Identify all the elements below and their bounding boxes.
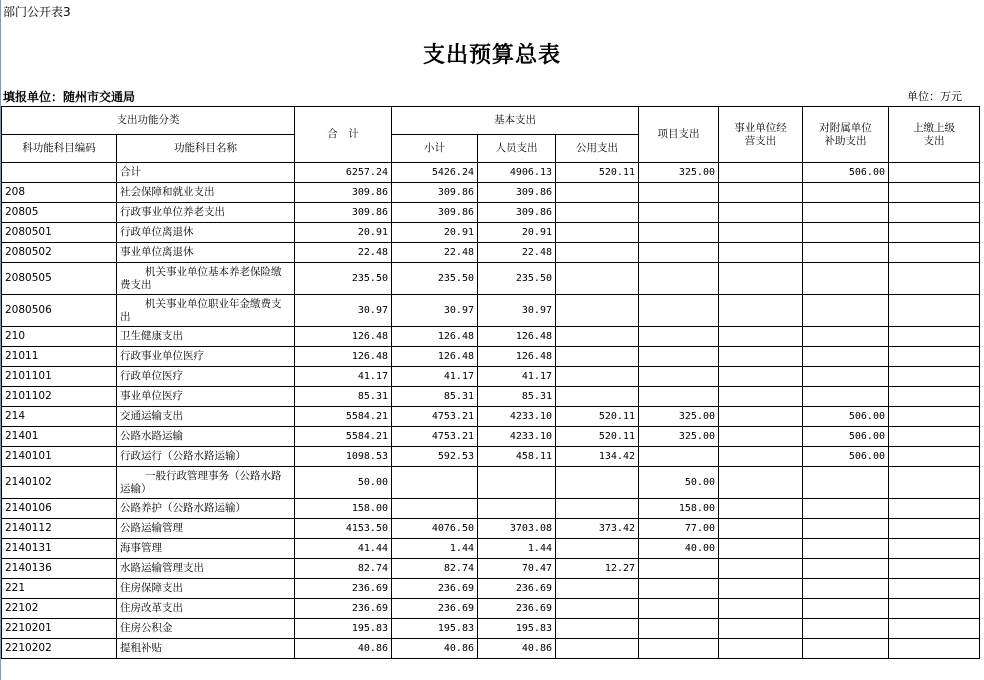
header-project: 项目支出 — [639, 107, 719, 163]
header-func-class: 支出功能分类 — [2, 107, 295, 135]
cell-subsidy — [803, 295, 889, 327]
cell-project — [639, 327, 719, 347]
table-row — [2, 559, 980, 579]
cell-personnel: 236.69 — [478, 599, 556, 619]
cell-upper — [889, 367, 980, 387]
cell-public: 520.11 — [556, 427, 639, 447]
cell-public — [556, 619, 639, 639]
cell-public — [556, 243, 639, 263]
cell-biz-op — [719, 223, 803, 243]
cell-biz-op — [719, 367, 803, 387]
cell-personnel: 309.86 — [478, 183, 556, 203]
cell-name: 公路养护（公路水路运输） — [117, 499, 295, 519]
cell-subsidy — [803, 223, 889, 243]
cell-biz-op — [719, 263, 803, 295]
header-public: 公用支出 — [556, 135, 639, 163]
table-row — [2, 387, 980, 407]
cell-name: 住房公积金 — [117, 619, 295, 639]
cell-code: 22102 — [2, 599, 117, 619]
cell-name: 行政单位医疗 — [117, 367, 295, 387]
cell-code: 2080506 — [2, 295, 117, 327]
table-row — [2, 599, 980, 619]
cell-total: 5584.21 — [295, 427, 392, 447]
table-row — [2, 295, 980, 327]
cell-subtotal: 4753.21 — [392, 427, 478, 447]
cell-code: 2140101 — [2, 447, 117, 467]
cell-project — [639, 559, 719, 579]
cell-total: 126.48 — [295, 347, 392, 367]
table-row — [2, 347, 980, 367]
header-personnel: 人员支出 — [478, 135, 556, 163]
cell-upper — [889, 327, 980, 347]
cell-project — [639, 619, 719, 639]
cell-personnel: 3703.08 — [478, 519, 556, 539]
cell-biz-op — [719, 559, 803, 579]
table-row — [2, 539, 980, 559]
cell-subsidy — [803, 599, 889, 619]
cell-code: 2080501 — [2, 223, 117, 243]
cell-subtotal: 592.53 — [392, 447, 478, 467]
cell-personnel: 40.86 — [478, 639, 556, 659]
cell-project — [639, 295, 719, 327]
cell-code: 2140131 — [2, 539, 117, 559]
cell-personnel: 85.31 — [478, 387, 556, 407]
cell-upper — [889, 263, 980, 295]
cell-total: 235.50 — [295, 263, 392, 295]
cell-project — [639, 263, 719, 295]
cell-upper — [889, 203, 980, 223]
cell-personnel: 41.17 — [478, 367, 556, 387]
cell-name: 一般行政管理事务（公路水路运输） — [117, 467, 295, 499]
cell-public — [556, 203, 639, 223]
cell-biz-op — [719, 619, 803, 639]
cell-total: 40.86 — [295, 639, 392, 659]
cell-upper — [889, 499, 980, 519]
cell-project — [639, 367, 719, 387]
cell-name: 行政事业单位养老支出 — [117, 203, 295, 223]
table-row — [2, 203, 980, 223]
cell-project: 40.00 — [639, 539, 719, 559]
cell-personnel: 235.50 — [478, 263, 556, 295]
cell-project — [639, 579, 719, 599]
cell-biz-op — [719, 579, 803, 599]
table-row — [2, 223, 980, 243]
cell-total: 236.69 — [295, 579, 392, 599]
cell-subtotal: 309.86 — [392, 203, 478, 223]
cell-public — [556, 347, 639, 367]
cell-subsidy: 506.00 — [803, 407, 889, 427]
header-subtotal: 小计 — [392, 135, 478, 163]
cell-biz-op — [719, 203, 803, 223]
cell-personnel — [478, 467, 556, 499]
cell-subsidy — [803, 263, 889, 295]
cell-name: 行政运行（公路水路运输） — [117, 447, 295, 467]
cell-subtotal: 126.48 — [392, 327, 478, 347]
cell-subtotal — [392, 499, 478, 519]
cell-subsidy — [803, 559, 889, 579]
cell-public — [556, 223, 639, 243]
cell-name: 行政单位离退休 — [117, 223, 295, 243]
cell-code: 2140136 — [2, 559, 117, 579]
cell-subtotal: 4753.21 — [392, 407, 478, 427]
cell-project — [639, 243, 719, 263]
cell-subsidy — [803, 203, 889, 223]
cell-upper — [889, 599, 980, 619]
cell-upper — [889, 539, 980, 559]
cell-code: 2210202 — [2, 639, 117, 659]
cell-personnel: 458.11 — [478, 447, 556, 467]
cell-total: 309.86 — [295, 183, 392, 203]
cell-biz-op — [719, 327, 803, 347]
cell-personnel: 4233.10 — [478, 407, 556, 427]
cell-subtotal: 195.83 — [392, 619, 478, 639]
cell-subsidy — [803, 467, 889, 499]
cell-code: 210 — [2, 327, 117, 347]
cell-subsidy — [803, 499, 889, 519]
cell-project: 325.00 — [639, 163, 719, 183]
header-upper: 上缴上级支出 — [889, 107, 980, 163]
cell-upper — [889, 387, 980, 407]
cell-public: 520.11 — [556, 407, 639, 427]
cell-code: 2101102 — [2, 387, 117, 407]
cell-public — [556, 599, 639, 619]
cell-personnel: 22.48 — [478, 243, 556, 263]
cell-subtotal: 4076.50 — [392, 519, 478, 539]
cell-subtotal: 85.31 — [392, 387, 478, 407]
header-basic: 基本支出 — [392, 107, 639, 135]
cell-upper — [889, 467, 980, 499]
cell-biz-op — [719, 467, 803, 499]
cell-subtotal: 82.74 — [392, 559, 478, 579]
table-row — [2, 243, 980, 263]
cell-name: 合计 — [117, 163, 295, 183]
cell-personnel: 126.48 — [478, 347, 556, 367]
cell-name: 水路运输管理支出 — [117, 559, 295, 579]
cell-subtotal: 235.50 — [392, 263, 478, 295]
header-total: 合 计 — [295, 107, 392, 163]
cell-upper — [889, 447, 980, 467]
cell-total: 158.00 — [295, 499, 392, 519]
cell-personnel: 4906.13 — [478, 163, 556, 183]
cell-project: 325.00 — [639, 407, 719, 427]
cell-name: 海事管理 — [117, 539, 295, 559]
cell-code: 20805 — [2, 203, 117, 223]
cell-upper — [889, 559, 980, 579]
cell-subtotal: 236.69 — [392, 579, 478, 599]
cell-biz-op — [719, 183, 803, 203]
cell-personnel: 4233.10 — [478, 427, 556, 447]
cell-total: 82.74 — [295, 559, 392, 579]
cell-biz-op — [719, 243, 803, 263]
cell-personnel: 309.86 — [478, 203, 556, 223]
cell-subtotal: 22.48 — [392, 243, 478, 263]
cell-upper — [889, 639, 980, 659]
table-row — [2, 407, 980, 427]
cell-subsidy — [803, 519, 889, 539]
cell-biz-op — [719, 447, 803, 467]
cell-upper — [889, 223, 980, 243]
cell-subsidy — [803, 539, 889, 559]
cell-total: 50.00 — [295, 467, 392, 499]
cell-project: 77.00 — [639, 519, 719, 539]
cell-total: 5584.21 — [295, 407, 392, 427]
table-row — [2, 639, 980, 659]
cell-public: 12.27 — [556, 559, 639, 579]
cell-public — [556, 367, 639, 387]
cell-project — [639, 203, 719, 223]
cell-subtotal: 1.44 — [392, 539, 478, 559]
cell-upper — [889, 243, 980, 263]
cell-total: 30.97 — [295, 295, 392, 327]
cell-code: 2080502 — [2, 243, 117, 263]
cell-biz-op — [719, 347, 803, 367]
cell-code — [2, 163, 117, 183]
cell-project: 158.00 — [639, 499, 719, 519]
table-row — [2, 619, 980, 639]
cell-name: 公路运输管理 — [117, 519, 295, 539]
cell-name: 行政事业单位医疗 — [117, 347, 295, 367]
cell-name: 交通运输支出 — [117, 407, 295, 427]
table-row — [2, 263, 980, 295]
cell-project — [639, 599, 719, 619]
expenditure-budget-table — [1, 106, 980, 659]
cell-total: 4153.50 — [295, 519, 392, 539]
cell-subtotal: 30.97 — [392, 295, 478, 327]
currency-unit: 单位：万元 — [907, 90, 962, 103]
cell-name: 卫生健康支出 — [117, 327, 295, 347]
cell-code: 21011 — [2, 347, 117, 367]
cell-subtotal: 309.86 — [392, 183, 478, 203]
cell-subtotal: 20.91 — [392, 223, 478, 243]
cell-personnel: 195.83 — [478, 619, 556, 639]
cell-biz-op — [719, 599, 803, 619]
cell-public — [556, 263, 639, 295]
reporting-unit: 填报单位：随州市交通局 — [3, 90, 136, 104]
table-row — [2, 427, 980, 447]
cell-name: 社会保障和就业支出 — [117, 183, 295, 203]
cell-project — [639, 447, 719, 467]
cell-public — [556, 295, 639, 327]
page-title: 支出预算总表 — [422, 42, 561, 68]
header-name: 功能科目名称 — [117, 135, 295, 163]
table-row — [2, 163, 980, 183]
cell-subsidy — [803, 619, 889, 639]
cell-total: 41.17 — [295, 367, 392, 387]
cell-subsidy — [803, 243, 889, 263]
cell-subtotal: 41.17 — [392, 367, 478, 387]
cell-code: 208 — [2, 183, 117, 203]
cell-subsidy — [803, 327, 889, 347]
header-code: 科功能科目编码 — [2, 135, 117, 163]
cell-total: 85.31 — [295, 387, 392, 407]
cell-code: 21401 — [2, 427, 117, 447]
cell-total: 1098.53 — [295, 447, 392, 467]
cell-project — [639, 223, 719, 243]
cell-total: 6257.24 — [295, 163, 392, 183]
cell-public — [556, 467, 639, 499]
cell-public — [556, 387, 639, 407]
cell-name: 事业单位离退休 — [117, 243, 295, 263]
cell-public — [556, 499, 639, 519]
cell-personnel: 20.91 — [478, 223, 556, 243]
cell-biz-op — [719, 499, 803, 519]
cell-subtotal: 40.86 — [392, 639, 478, 659]
cell-name: 住房保障支出 — [117, 579, 295, 599]
table-row — [2, 327, 980, 347]
cell-total: 20.91 — [295, 223, 392, 243]
cell-public — [556, 639, 639, 659]
cell-code: 221 — [2, 579, 117, 599]
cell-project: 325.00 — [639, 427, 719, 447]
cell-name: 事业单位医疗 — [117, 387, 295, 407]
cell-code: 2080505 — [2, 263, 117, 295]
cell-personnel: 126.48 — [478, 327, 556, 347]
cell-code: 2101101 — [2, 367, 117, 387]
cell-biz-op — [719, 539, 803, 559]
cell-subsidy — [803, 639, 889, 659]
cell-upper — [889, 519, 980, 539]
cell-total: 236.69 — [295, 599, 392, 619]
cell-project: 50.00 — [639, 467, 719, 499]
cell-personnel: 1.44 — [478, 539, 556, 559]
table-row — [2, 519, 980, 539]
cell-project — [639, 639, 719, 659]
cell-biz-op — [719, 295, 803, 327]
cell-biz-op — [719, 407, 803, 427]
cell-subsidy — [803, 183, 889, 203]
cell-name: 住房改革支出 — [117, 599, 295, 619]
cell-public: 373.42 — [556, 519, 639, 539]
cell-subsidy — [803, 367, 889, 387]
table-row — [2, 447, 980, 467]
table-row — [2, 499, 980, 519]
cell-upper — [889, 183, 980, 203]
document-id: 部门公开表3 — [3, 5, 71, 19]
cell-biz-op — [719, 639, 803, 659]
cell-subsidy — [803, 387, 889, 407]
cell-subsidy: 506.00 — [803, 427, 889, 447]
cell-subtotal: 126.48 — [392, 347, 478, 367]
cell-total: 309.86 — [295, 203, 392, 223]
cell-public: 520.11 — [556, 163, 639, 183]
cell-code: 2210201 — [2, 619, 117, 639]
cell-personnel — [478, 499, 556, 519]
cell-upper — [889, 579, 980, 599]
cell-code: 2140106 — [2, 499, 117, 519]
cell-name: 公路水路运输 — [117, 427, 295, 447]
table-row — [2, 367, 980, 387]
cell-project — [639, 387, 719, 407]
cell-public: 134.42 — [556, 447, 639, 467]
cell-project — [639, 183, 719, 203]
cell-subsidy: 506.00 — [803, 163, 889, 183]
cell-personnel: 236.69 — [478, 579, 556, 599]
cell-total: 41.44 — [295, 539, 392, 559]
cell-code: 214 — [2, 407, 117, 427]
cell-public — [556, 579, 639, 599]
cell-upper — [889, 619, 980, 639]
cell-upper — [889, 295, 980, 327]
cell-subsidy — [803, 347, 889, 367]
cell-name: 机关事业单位基本养老保险缴费支出 — [117, 263, 295, 295]
cell-personnel: 30.97 — [478, 295, 556, 327]
cell-biz-op — [719, 427, 803, 447]
header-subsidy: 对附属单位补助支出 — [803, 107, 889, 163]
cell-subtotal: 236.69 — [392, 599, 478, 619]
cell-code: 2140112 — [2, 519, 117, 539]
table-row — [2, 467, 980, 499]
cell-total: 22.48 — [295, 243, 392, 263]
cell-biz-op — [719, 163, 803, 183]
cell-code: 2140102 — [2, 467, 117, 499]
cell-public — [556, 183, 639, 203]
cell-subsidy — [803, 579, 889, 599]
header-biz-op: 事业单位经营支出 — [719, 107, 803, 163]
table-body — [2, 163, 980, 659]
cell-upper — [889, 163, 980, 183]
cell-subtotal: 5426.24 — [392, 163, 478, 183]
cell-upper — [889, 347, 980, 367]
cell-upper — [889, 427, 980, 447]
cell-biz-op — [719, 387, 803, 407]
cell-personnel: 70.47 — [478, 559, 556, 579]
cell-public — [556, 327, 639, 347]
cell-public — [556, 539, 639, 559]
table-row — [2, 579, 980, 599]
cell-name: 机关事业单位职业年金缴费支出 — [117, 295, 295, 327]
cell-subsidy: 506.00 — [803, 447, 889, 467]
table-row — [2, 183, 980, 203]
cell-upper — [889, 407, 980, 427]
cell-total: 126.48 — [295, 327, 392, 347]
cell-project — [639, 347, 719, 367]
cell-name: 提租补贴 — [117, 639, 295, 659]
cell-total: 195.83 — [295, 619, 392, 639]
cell-subtotal — [392, 467, 478, 499]
cell-biz-op — [719, 519, 803, 539]
